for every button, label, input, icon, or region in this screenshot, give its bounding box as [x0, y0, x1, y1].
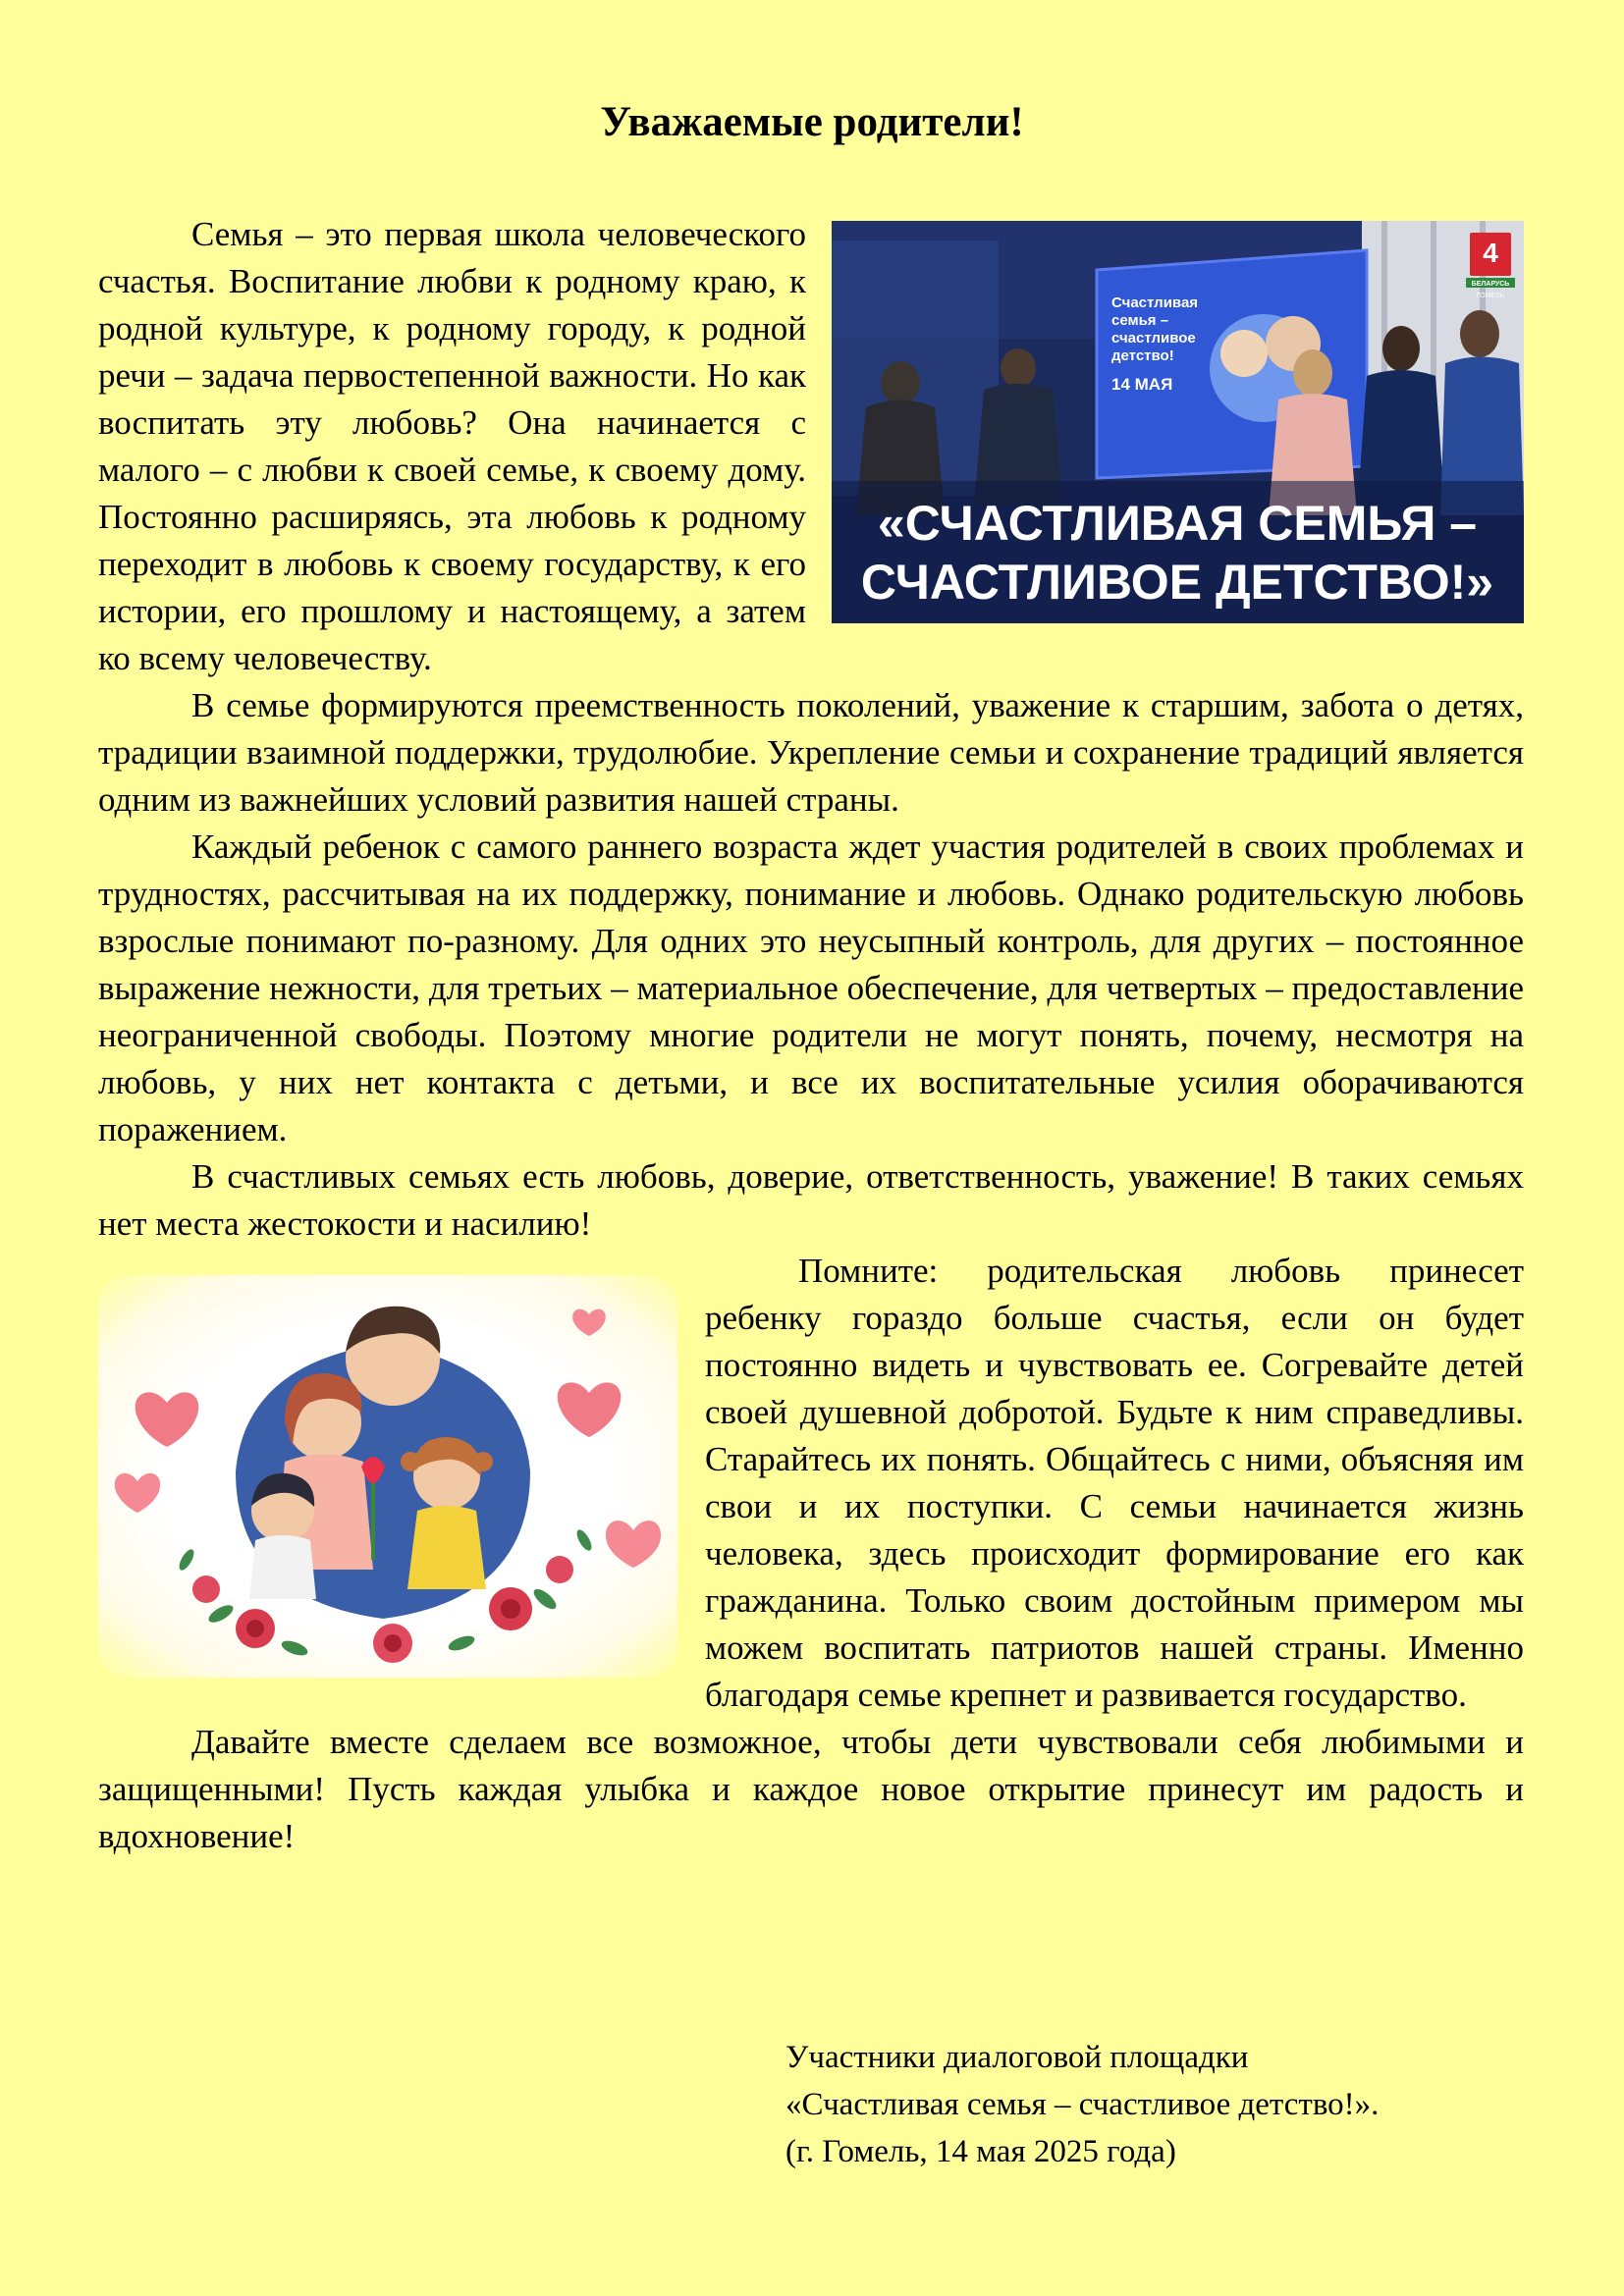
- event-photo: [832, 221, 1524, 623]
- heart-icon: [135, 1392, 199, 1447]
- rose-icon: [546, 1556, 573, 1583]
- signature-line-1: Участники диалоговой площадки: [785, 2040, 1249, 2075]
- family-illustration: [98, 1275, 677, 1678]
- heart-icon: [558, 1382, 622, 1437]
- screen-text-line1: Счастливая: [1111, 294, 1199, 311]
- rose-icon: [192, 1575, 220, 1603]
- signature-line-3: (г. Гомель, 14 мая 2025 года): [785, 2134, 1176, 2169]
- signature-block: [785, 2034, 1379, 2175]
- channel-number: 4: [1483, 238, 1498, 268]
- channel-city: ГОМЕЛЬ: [1476, 293, 1505, 299]
- page-title: Уважаемые родители!: [600, 99, 1024, 145]
- screen-date: 14 МАЯ: [1111, 375, 1173, 394]
- paragraph-1: Семья – это первая школа человеческого счастья. Воспитание любви к родному краю, к родной культуре, к родному городу, к родной речи – задача первостепенной важности. Но как воспитать эту любовь? Она начинается с малого – с любви к своей семье, к своему дому. Постоянно расширяясь, эта любовь к родному переходит в любовь к своему государству, к его истории, его прошлому и настоящему, а затем ко всему человечеству.: [98, 215, 806, 677]
- heart-icon: [115, 1473, 160, 1513]
- paragraph-5: Помните: родительская любовь принесет ребенку гораздо больше счастья, если он будет постоянно видеть и чувствовать ее. Согревайте детей своей душевной добротой. Будьте к ним справедливы. Старайтесь их понять. Общайтесь с ними, объясняя им свои и их поступки. С семьи начинается жизнь человека, здесь происходит формирование его как гражданина. Только своим достойным примером мы можем воспитать патриотов нашей страны. Именно благодаря семье крепнет и развивается государство.: [705, 1252, 1524, 1714]
- photo-caption-line2: СЧАСТЛИВОЕ ДЕТСТВО!»: [860, 555, 1494, 610]
- heart-icon: [606, 1521, 661, 1568]
- heart-icon: [572, 1309, 606, 1336]
- paragraph-3: Каждый ребенок с самого раннего возраста ждет участия родителей в своих проблемах и трудностях, рассчитывая на их поддержку, понимание и любовь. Однако родительскую любовь взрослые понимают по-разному. Для одних это неусыпный контроль, для других – постоянное выражение нежности, для третьих – материальное обеспечение, для четвертых – предоставление неограниченной свободы. Поэтому многие родители не могут понять, почему, несмотря на любовь, у них нет контакта с детьми, и все их воспитательные усилия оборачиваются поражением.: [98, 828, 1524, 1148]
- screen-text-line2: семья –: [1111, 312, 1169, 329]
- photo-caption-line1: «СЧАСТЛИВАЯ СЕМЬЯ –: [877, 496, 1478, 551]
- screen-text-line3: счастливое: [1111, 330, 1196, 347]
- screen-text-line4: детство!: [1111, 347, 1174, 364]
- paragraph-2: В семье формируются преемственность поколений, уважение к старшим, забота о детях, традиции взаимной поддержки, трудолюбие. Укрепление семьи и сохранение традиций является одним из важнейших условий развития нашей страны.: [98, 686, 1524, 819]
- paragraph-4: В счастливых семьях есть любовь, доверие, ответственность, уважение! В таких семьях нет места жестокости и насилию!: [98, 1157, 1524, 1243]
- paragraph-6: Давайте вместе сделаем все возможное, чтобы дети чувствовали себя любимыми и защищенными! Пусть каждая улыбка и каждое новое открытие принесут им радость и вдохновение!: [98, 1723, 1524, 1855]
- channel-name: БЕЛАРУСЬ: [1471, 281, 1510, 288]
- document-body: [98, 211, 1524, 1860]
- signature-line-2: «Счастливая семья – счастливое детство!».: [785, 2087, 1380, 2122]
